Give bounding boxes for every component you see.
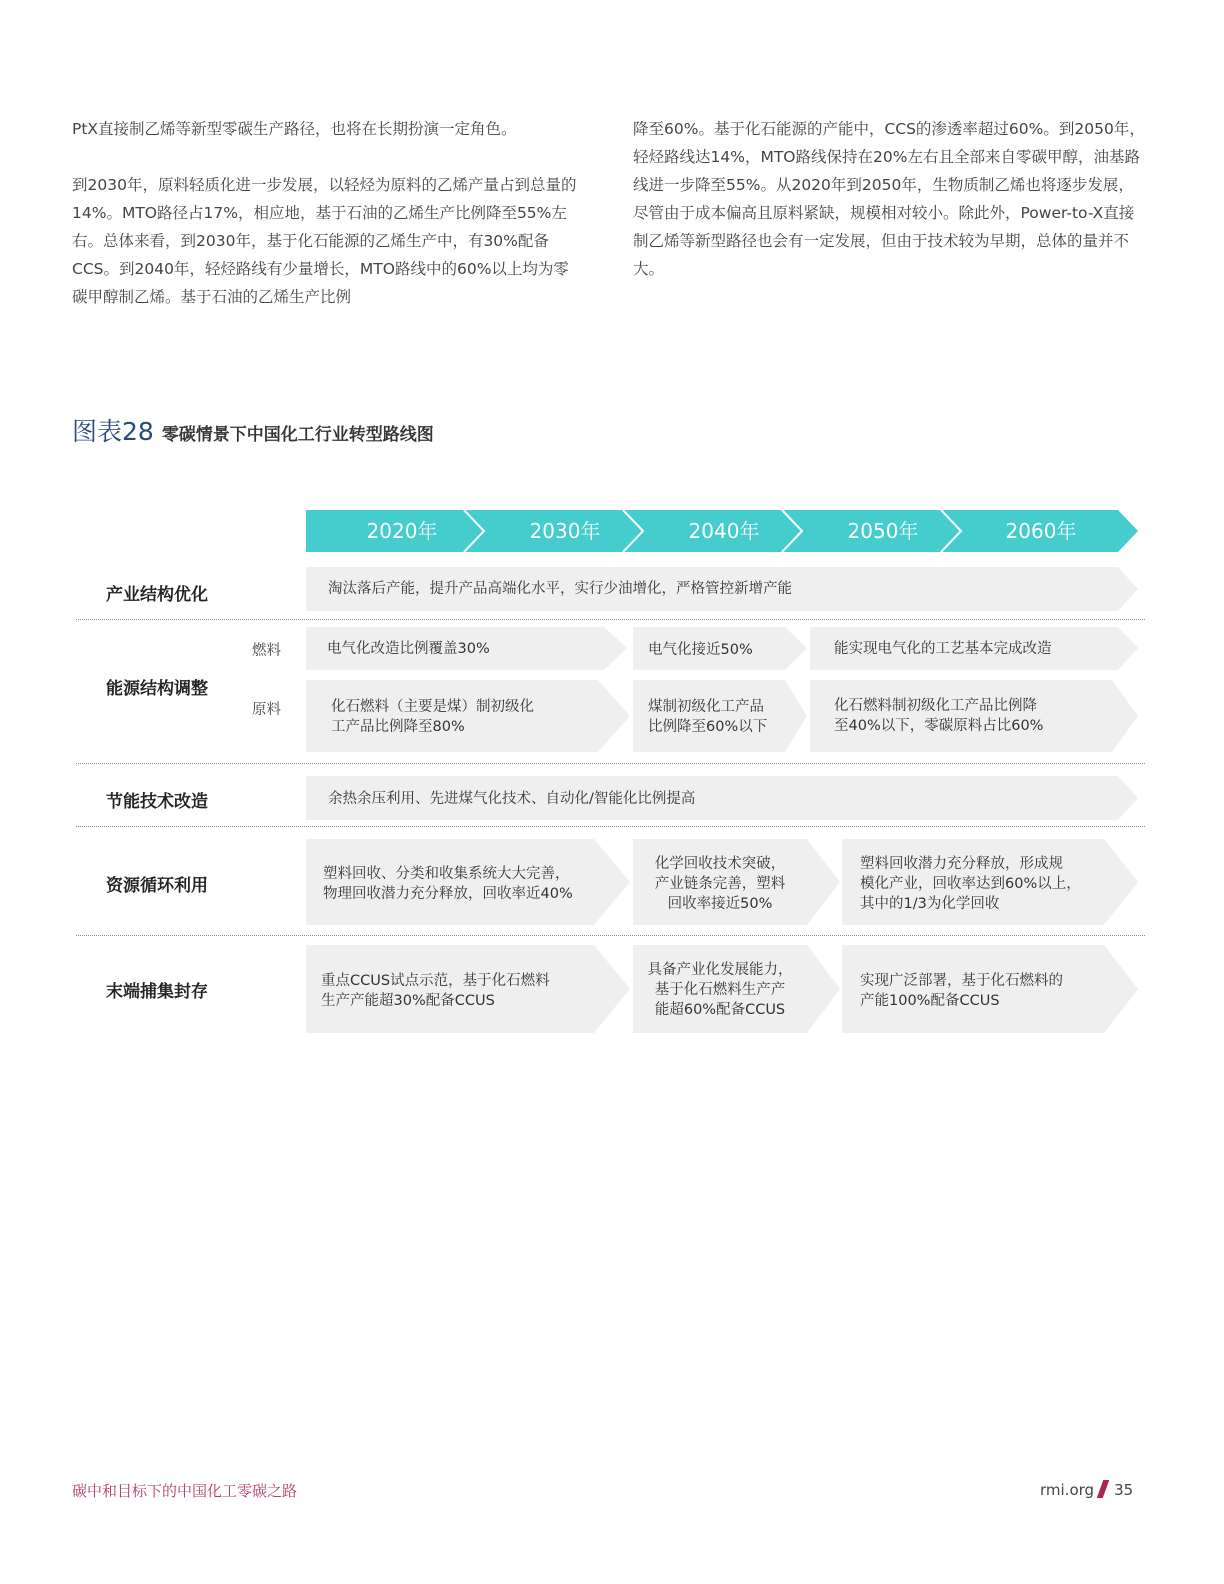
fuel-cell-3-text: 能实现电气化的工艺基本完成改造 — [834, 641, 1052, 657]
year-2050: 2050年 — [847, 519, 919, 543]
figure-caption: 零碳情景下中国化工行业转型路线图 — [161, 425, 434, 445]
row-label-recycling: 资源循环利用 — [106, 876, 208, 896]
year-2060: 2060年 — [1005, 519, 1077, 543]
row-label-efficiency: 节能技术改造 — [106, 792, 208, 812]
recycling-cell-1-text: 塑料回收、分类和收集系统大大完善， 物理回收潜力充分释放，回收率近40% — [323, 866, 573, 902]
sublabel-feedstock: 原料 — [252, 702, 281, 718]
footer-report-title: 碳中和目标下的中国化工零碳之路 — [72, 1482, 298, 1500]
ccus-cell-1-text: 重点CCUS试点示范，基于化石燃料 生产产能超30%配备CCUS — [321, 973, 550, 1009]
row-label-industry: 产业结构优化 — [106, 585, 208, 605]
feed-cell-3-text: 化石燃料制初级化工产品比例降 至40%以下，零碳原料占比60% — [834, 698, 1044, 734]
year-2020: 2020年 — [366, 519, 438, 543]
body-paragraph-left-2: 到2030年，原料轻质化进一步发展，以轻烃为原料的乙烯产量占到总量的14%。MTO路径占17%，相应地，基于石油的乙烯生产比例降至55%左右。总体来看，到2030年，基于化石能源的乙烯生产中，有30%配备CCS。到2040年，轻烃路线有少量增长，MTO路线中的60%以上均为零碳甲醇制乙烯。基于石油的乙烯生产比例 — [72, 176, 577, 306]
industry-cell-text: 淘汰落后产能，提升产品高端化水平，实行少油增化，严格管控新增产能 — [328, 581, 792, 597]
row-separator — [76, 935, 1145, 936]
row-label-energy: 能源结构调整 — [106, 679, 208, 699]
recycling-cell-2-text: 化学回收技术突破， 产业链条完善，塑料 回收率接近50% — [654, 856, 786, 912]
ccus-cell-2-text: 具备产业化发展能力， 基于化石燃料生产产 能超60%配备CCUS — [647, 962, 793, 1018]
footer-site-link[interactable]: rmi.org — [1040, 1481, 1095, 1499]
year-2030: 2030年 — [529, 519, 601, 543]
footer-page-info — [1040, 1480, 1133, 1499]
slash-divider-icon — [1097, 1480, 1110, 1498]
body-paragraph-left-1: PtX直接制乙烯等新型零碳生产路径，也将在长期扮演一定角色。 — [72, 120, 517, 138]
ccus-cell-3-text: 实现广泛部署，基于化石燃料的 产能100%配备CCUS — [860, 973, 1063, 1009]
row-separator — [76, 763, 1145, 764]
efficiency-cell-text: 余热余压利用、先进煤气化技术、自动化/智能化比例提高 — [328, 791, 696, 807]
fuel-cell-1-text: 电气化改造比例覆盖30% — [327, 641, 490, 657]
page-number: 35 — [1114, 1481, 1134, 1499]
row-label-ccus: 末端捕集封存 — [106, 982, 208, 1002]
row-separator — [76, 619, 1145, 620]
sublabel-fuel: 燃料 — [252, 643, 281, 659]
row-separator — [76, 826, 1145, 827]
fuel-cell-2-text: 电气化接近50% — [648, 642, 753, 658]
figure-number: 图表28 — [72, 417, 154, 446]
feed-cell-1-text: 化石燃料（主要是煤）制初级化 工产品比例降至80% — [331, 699, 534, 735]
body-paragraph-right-1: 降至60%。基于化石能源的产能中，CCS的渗透率超过60%。到2050年，轻烃路线达14%，MTO路线保持在20%左右且全部来自零碳甲醇，油基路线进一步降至55%。从2020年到2050年，生物质制乙烯也将逐步发展，尽管由于成本偏高且原料紧缺，规模相对较小。除此外，Power-to-X直接制乙烯等新型路径也会有一定发展，但由于技术较为早期，总体的量并不大。 — [633, 120, 1145, 278]
recycling-cell-3-text: 塑料回收潜力充分释放，形成规 模化产业，回收率达到60%以上， 其中的1/3为化学回收 — [860, 856, 1081, 912]
feed-cell-2-text: 煤制初级化工产品 比例降至60%以下 — [648, 699, 768, 735]
year-2040: 2040年 — [688, 519, 760, 543]
